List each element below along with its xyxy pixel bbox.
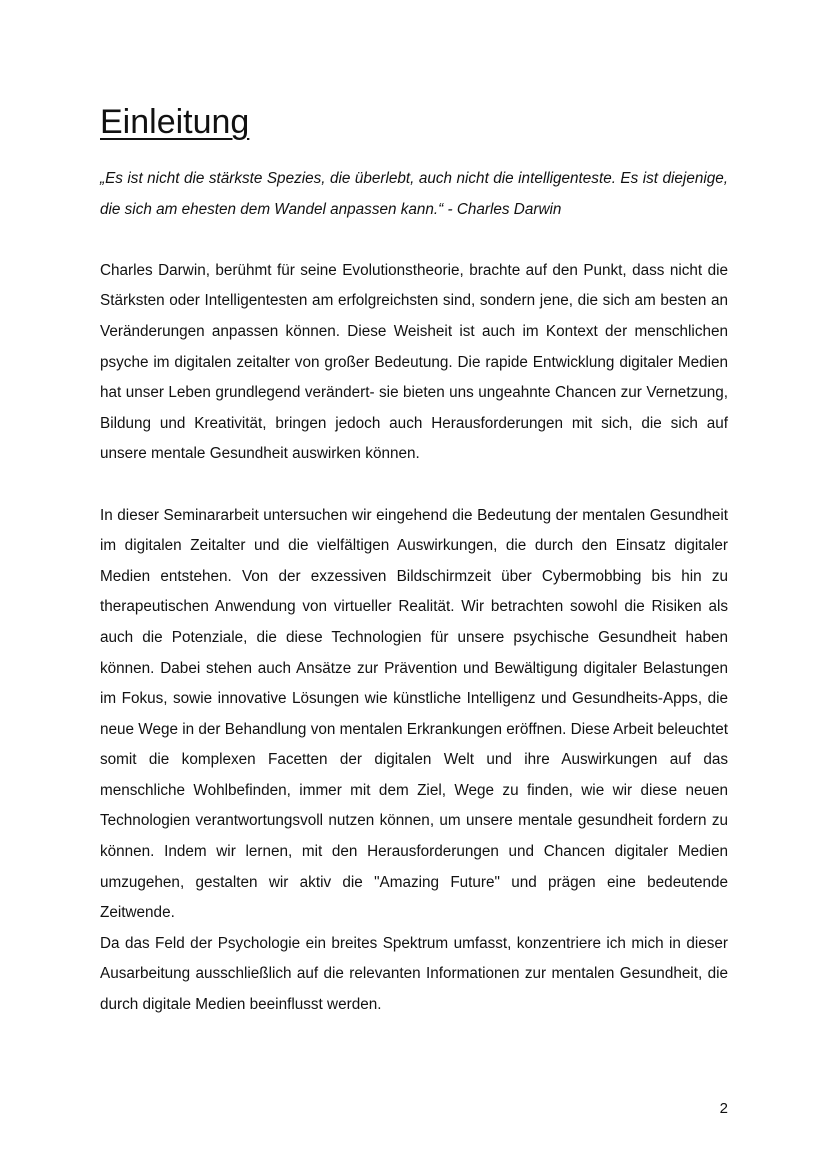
paragraph-scope: Da das Feld der Psychologie ein breites Spektrum umfasst, konzentriere ich mich in dieser Ausarbeitung ausschließlich auf die relevanten Informationen zur mentalen Gesundheit, die durch digitale Medien beeinflusst werden. [100,934,728,1014]
section-heading: Einleitung [100,103,250,141]
paragraph-spacer [100,470,728,501]
paragraph-seminar-overview: In dieser Seminararbeit untersuchen wir eingehend die Bedeutung der mentalen Gesundheit im digitalen Zeitalter und die vielfältigen Auswirkungen, die durch den Einsatz digitaler Medien entstehen. Von der exzessiven Bildschirmzeit über Cybermobbing bis hin zu therapeutischen Anwendung von virtueller Realität. Wir betrachten sowohl die Risiken als auch die Potenziale, die diese Technologien für unsere psychische Gesundheit haben können. Dabei stehen auch Ansätze zur Prävention und Bewältigung digitaler Belastungen im Fokus, sowie innovative Lösungen wie künstliche Intelligenz und Gesundheits-Apps, die neue Wege in der Behandlung von mentalen Erkrankungen eröffnen. Diese Arbeit beleuchtet somit die komplexen Facetten der digitalen Welt und ihre Auswirkungen auf das menschliche Wohlbefinden, immer mit dem Ziel, Wege zu finden, wie wir diese neuen Technologien verantwortungsvoll nutzen können, um unsere mentale gesundheit fordern zu können. Indem wir lernen, mit den Herausforderungen und Chancen digitaler Medien umzugehen, gestalten wir aktiv die "Amazing Future" und prägen eine bedeutende Zeitwende. [100,506,728,922]
page-number: 2 [719,1100,728,1117]
paragraph-spacer [100,225,728,256]
epigraph-quote: „Es ist nicht die stärkste Spezies, die überlebt, auch nicht die intelligenteste. Es ist diejenige, die sich am ehesten dem Wandel anpassen kann.“ - Charles Darwin [100,170,728,218]
body-text [100,164,728,1021]
paragraph-intro: Charles Darwin, berühmt für seine Evolutionstheorie, brachte auf den Punkt, dass nicht die Stärksten oder Intelligentesten am erfolgreichsten sind, sondern jene, die sich am besten an Veränderungen anpassen können. Diese Weisheit ist auch im Kontext der menschlichen psyche im digitalen zeitalter von großer Bedeutung. Die rapide Entwicklung digitaler Medien hat unser Leben grundlegend verändert- sie bieten uns ungeahnte Chancen zur Vernetzung, Bildung und Kreativität, bringen jedoch auch Herausforderungen mit sich, die sich auf unsere mentale Gesundheit auswirken können. [100,261,728,463]
